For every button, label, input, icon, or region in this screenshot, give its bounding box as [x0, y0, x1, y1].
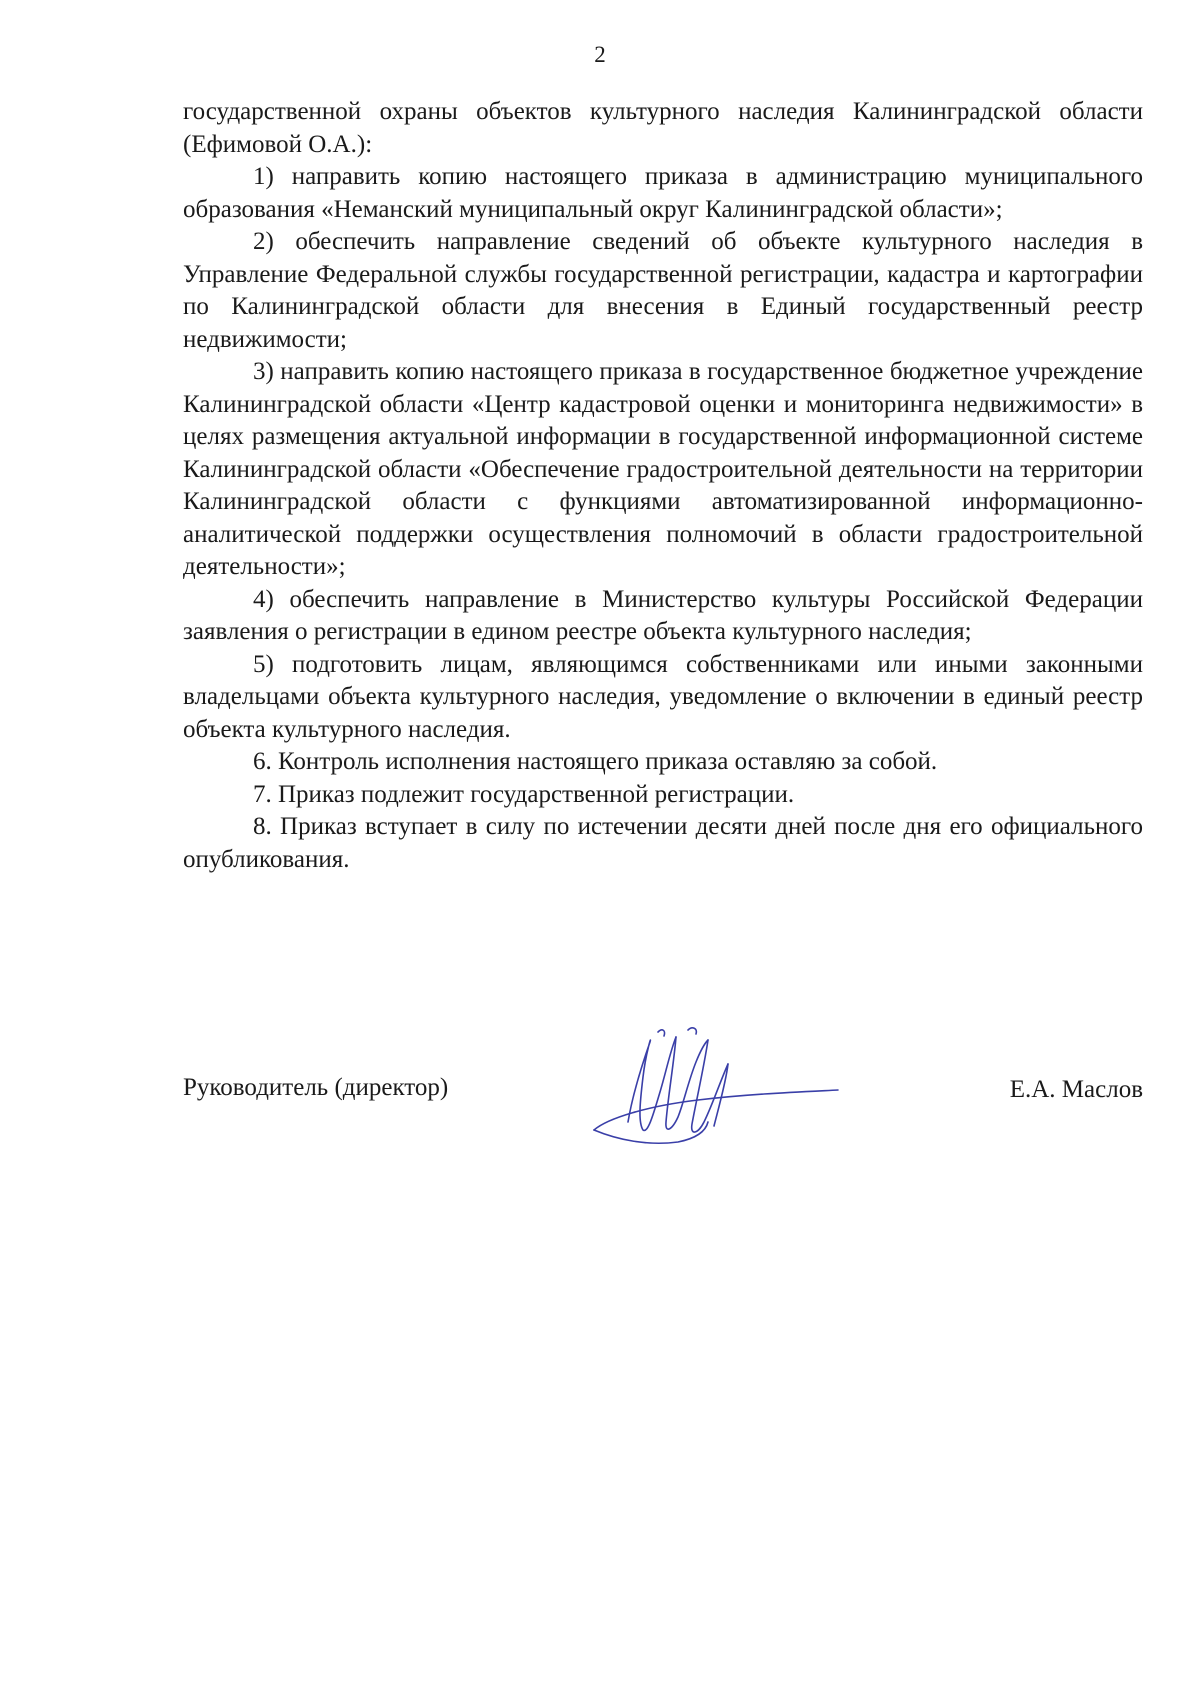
handwritten-signature [588, 1022, 858, 1152]
paragraph-item-5: 5) подготовить лицам, являющимся собственниками или иными законными владельцами объекта культурного наследия, уведомление о включении в единый реестр объекта культурного наследия. [183, 650, 1143, 743]
signer-name: Е.А. Маслов [1009, 1076, 1143, 1103]
signer-title: Руководитель (директор) [183, 1074, 449, 1101]
page-number: 2 [594, 42, 606, 67]
clause-6: 6. Контроль исполнения настоящего приказа оставляю за собой. [253, 748, 938, 775]
paragraph-item-4: 4) обеспечить направление в Министерство культуры Российской Федерации заявления о регистрации в едином реестре объекта культурного наследия; [183, 585, 1143, 645]
paragraph-item-3: 3) направить копию настоящего приказа в государственное бюджетное учреждение Калининградской области «Центр кадастровой оценки и мониторинга недвижимости» в целях размещения актуальной информации в государственной информационной системе Калининградской области «Обеспечение градостроительной деятельности на территории Калининградской области с функциями автоматизированной информационно-аналитической поддержки осуществления полномочий в области градостроительной деятельности»; [183, 358, 1143, 580]
paragraph-item-1: 1) направить копию настоящего приказа в администрацию муниципального образования «Неманский муниципальный округ Калининградской области»; [183, 163, 1143, 223]
document-body [183, 96, 1143, 876]
clause-8: 8. Приказ вступает в силу по истечении десяти дней после дня его официального опубликования. [183, 813, 1143, 873]
paragraph-continuation: государственной охраны объектов культурного наследия Калининградской области (Ефимовой О.А.): [183, 98, 1143, 158]
clause-7: 7. Приказ подлежит государственной регистрации. [253, 780, 795, 808]
paragraph-item-2: 2) обеспечить направление сведений об объекте культурного наследия в Управление Федеральной службы государственной регистрации, кадастра и картографии по Калининградской области для внесения в Единый государственный реестр недвижимости; [183, 228, 1143, 353]
